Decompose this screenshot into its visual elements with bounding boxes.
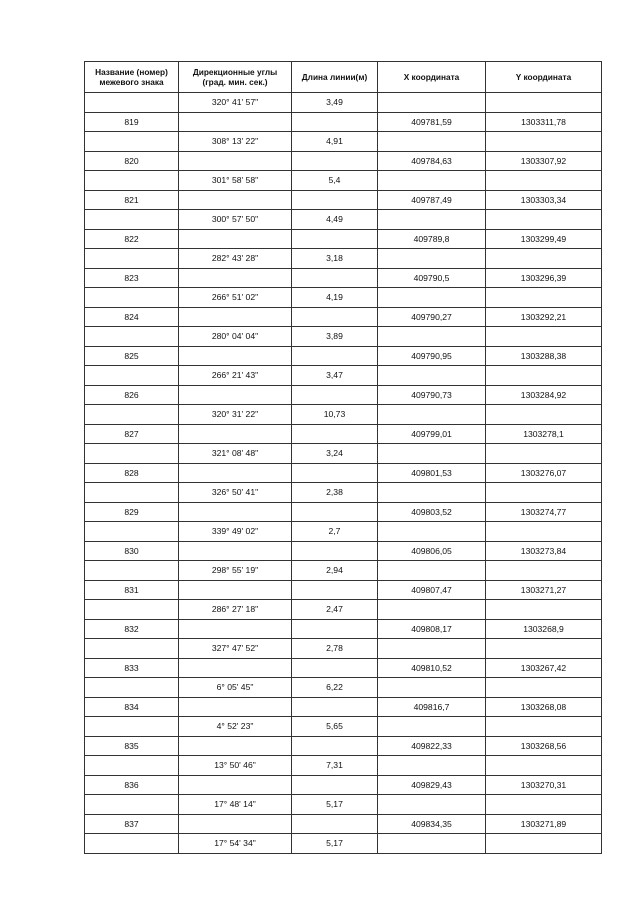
cell-angle: [179, 346, 292, 366]
cell-mark: 822: [85, 229, 179, 249]
cell-mark: [85, 405, 179, 425]
cell-y: 1303307,92: [486, 151, 602, 171]
cell-x: 409816,7: [378, 697, 486, 717]
cell-length: [292, 580, 378, 600]
cell-angle: [179, 658, 292, 678]
table-row: [85, 541, 602, 561]
cell-mark: [85, 444, 179, 464]
cell-mark: [85, 288, 179, 308]
cell-length: 5,17: [292, 834, 378, 854]
cell-y: [486, 756, 602, 776]
cell-mark: [85, 834, 179, 854]
cell-mark: 827: [85, 424, 179, 444]
table-row: [85, 658, 602, 678]
cell-angle: 266° 51' 02": [179, 288, 292, 308]
cell-angle: 326° 50' 41": [179, 483, 292, 503]
cell-mark: 820: [85, 151, 179, 171]
cell-x: 409829,43: [378, 775, 486, 795]
cell-length: [292, 736, 378, 756]
cell-x: [378, 288, 486, 308]
cell-length: [292, 151, 378, 171]
table-row: [85, 405, 602, 425]
cell-y: [486, 483, 602, 503]
cell-mark: [85, 93, 179, 113]
cell-y: [486, 834, 602, 854]
cell-mark: 824: [85, 307, 179, 327]
cell-mark: [85, 600, 179, 620]
cell-y: 1303278,1: [486, 424, 602, 444]
cell-mark: 834: [85, 697, 179, 717]
cell-length: 2,38: [292, 483, 378, 503]
cell-x: [378, 561, 486, 581]
table-row: [85, 717, 602, 737]
cell-mark: 821: [85, 190, 179, 210]
table-row: [85, 639, 602, 659]
cell-x: [378, 483, 486, 503]
cell-angle: [179, 268, 292, 288]
cell-y: [486, 210, 602, 230]
cell-length: 7,31: [292, 756, 378, 776]
cell-x: [378, 93, 486, 113]
cell-mark: 835: [85, 736, 179, 756]
cell-x: [378, 249, 486, 269]
cell-angle: [179, 541, 292, 561]
cell-length: 10,73: [292, 405, 378, 425]
cell-length: 3,24: [292, 444, 378, 464]
cell-length: [292, 424, 378, 444]
cell-length: 3,18: [292, 249, 378, 269]
table-row: [85, 775, 602, 795]
cell-y: 1303268,08: [486, 697, 602, 717]
cell-mark: 831: [85, 580, 179, 600]
cell-length: 3,47: [292, 366, 378, 386]
cell-y: 1303268,9: [486, 619, 602, 639]
cell-angle: 320° 31' 22": [179, 405, 292, 425]
cell-y: [486, 366, 602, 386]
table-row: [85, 697, 602, 717]
cell-length: [292, 619, 378, 639]
cell-length: [292, 775, 378, 795]
cell-mark: [85, 483, 179, 503]
table-row: [85, 483, 602, 503]
cell-x: [378, 366, 486, 386]
table-row: [85, 600, 602, 620]
cell-x: 409784,63: [378, 151, 486, 171]
cell-x: 409810,52: [378, 658, 486, 678]
header-angle: Дирекционные углы (град. мин. сек.): [179, 62, 292, 93]
table-row: [85, 151, 602, 171]
table-row: [85, 112, 602, 132]
cell-mark: [85, 678, 179, 698]
cell-length: [292, 502, 378, 522]
cell-x: [378, 717, 486, 737]
table-row: [85, 385, 602, 405]
table-row: [85, 210, 602, 230]
cell-x: [378, 639, 486, 659]
cell-mark: [85, 327, 179, 347]
cell-x: [378, 132, 486, 152]
cell-length: 3,49: [292, 93, 378, 113]
header-mark: Название (номер) межевого знака: [85, 62, 179, 93]
table-row: [85, 502, 602, 522]
table-row: [85, 580, 602, 600]
cell-mark: [85, 795, 179, 815]
cell-mark: 829: [85, 502, 179, 522]
cell-y: 1303292,21: [486, 307, 602, 327]
cell-length: 4,19: [292, 288, 378, 308]
cell-angle: 301° 58' 58": [179, 171, 292, 191]
table-row: [85, 346, 602, 366]
table-row: [85, 366, 602, 386]
cell-y: [486, 405, 602, 425]
cell-mark: 826: [85, 385, 179, 405]
table-row: [85, 736, 602, 756]
table-row: [85, 327, 602, 347]
cell-x: [378, 834, 486, 854]
cell-angle: [179, 580, 292, 600]
table-row: [85, 561, 602, 581]
cell-mark: 825: [85, 346, 179, 366]
table-row: [85, 814, 602, 834]
cell-length: [292, 697, 378, 717]
cell-length: [292, 229, 378, 249]
cell-y: [486, 327, 602, 347]
cell-mark: [85, 171, 179, 191]
cell-length: [292, 385, 378, 405]
cell-angle: [179, 736, 292, 756]
cell-angle: 17° 54' 34": [179, 834, 292, 854]
cell-mark: 836: [85, 775, 179, 795]
cell-x: [378, 522, 486, 542]
cell-angle: 282° 43' 28": [179, 249, 292, 269]
cell-length: 5,65: [292, 717, 378, 737]
table-row: [85, 229, 602, 249]
cell-length: 2,78: [292, 639, 378, 659]
cell-y: [486, 678, 602, 698]
cell-y: 1303299,49: [486, 229, 602, 249]
cell-mark: [85, 366, 179, 386]
cell-mark: [85, 756, 179, 776]
cell-angle: 298° 55' 19": [179, 561, 292, 581]
cell-angle: [179, 424, 292, 444]
cell-y: [486, 93, 602, 113]
table-row: [85, 678, 602, 698]
coordinates-table: [84, 61, 602, 854]
cell-y: [486, 444, 602, 464]
cell-y: [486, 561, 602, 581]
cell-x: 409807,47: [378, 580, 486, 600]
table-row: [85, 522, 602, 542]
table-row: [85, 756, 602, 776]
table-row: [85, 132, 602, 152]
table-header-row: [85, 62, 602, 93]
cell-angle: 339° 49' 02": [179, 522, 292, 542]
cell-y: 1303296,39: [486, 268, 602, 288]
cell-angle: [179, 229, 292, 249]
cell-y: 1303267,42: [486, 658, 602, 678]
cell-y: 1303284,92: [486, 385, 602, 405]
cell-y: 1303288,38: [486, 346, 602, 366]
cell-angle: 320° 41' 57": [179, 93, 292, 113]
cell-angle: 13° 50' 46": [179, 756, 292, 776]
table-row: [85, 93, 602, 113]
cell-x: [378, 444, 486, 464]
cell-length: [292, 814, 378, 834]
cell-angle: [179, 385, 292, 405]
cell-y: 1303271,89: [486, 814, 602, 834]
cell-mark: 819: [85, 112, 179, 132]
cell-y: [486, 717, 602, 737]
cell-x: [378, 600, 486, 620]
cell-angle: [179, 112, 292, 132]
cell-length: 4,49: [292, 210, 378, 230]
table-row: [85, 424, 602, 444]
cell-y: 1303311,78: [486, 112, 602, 132]
table-row: [85, 171, 602, 191]
cell-x: 409799,01: [378, 424, 486, 444]
cell-length: 5,17: [292, 795, 378, 815]
cell-angle: 327° 47' 52": [179, 639, 292, 659]
cell-y: 1303274,77: [486, 502, 602, 522]
table-row: [85, 444, 602, 464]
cell-angle: 321° 08' 48": [179, 444, 292, 464]
cell-y: [486, 522, 602, 542]
header-x: X координата: [378, 62, 486, 93]
cell-y: [486, 288, 602, 308]
cell-x: 409834,35: [378, 814, 486, 834]
cell-length: [292, 307, 378, 327]
table-row: [85, 307, 602, 327]
cell-angle: [179, 697, 292, 717]
cell-angle: 286° 27' 18": [179, 600, 292, 620]
cell-y: 1303303,34: [486, 190, 602, 210]
cell-angle: [179, 190, 292, 210]
cell-angle: [179, 502, 292, 522]
cell-x: 409781,59: [378, 112, 486, 132]
cell-angle: [179, 775, 292, 795]
cell-mark: [85, 522, 179, 542]
table-body: [85, 93, 602, 854]
cell-angle: 4° 52' 23": [179, 717, 292, 737]
cell-angle: 280° 04' 04": [179, 327, 292, 347]
cell-angle: [179, 619, 292, 639]
cell-angle: 300° 57' 50": [179, 210, 292, 230]
cell-x: 409790,5: [378, 268, 486, 288]
cell-angle: 266° 21' 43": [179, 366, 292, 386]
cell-length: 5,4: [292, 171, 378, 191]
cell-mark: [85, 639, 179, 659]
cell-mark: [85, 561, 179, 581]
table-row: [85, 268, 602, 288]
cell-x: [378, 405, 486, 425]
cell-mark: [85, 132, 179, 152]
cell-x: [378, 327, 486, 347]
cell-y: [486, 171, 602, 191]
table-row: [85, 288, 602, 308]
cell-length: 4,91: [292, 132, 378, 152]
table-row: [85, 463, 602, 483]
cell-y: [486, 795, 602, 815]
cell-angle: 17° 48' 14": [179, 795, 292, 815]
table-row: [85, 619, 602, 639]
cell-x: [378, 795, 486, 815]
cell-angle: 6° 05' 45": [179, 678, 292, 698]
cell-mark: 828: [85, 463, 179, 483]
cell-angle: [179, 307, 292, 327]
table-row: [85, 249, 602, 269]
cell-length: [292, 268, 378, 288]
cell-angle: 308° 13' 22": [179, 132, 292, 152]
cell-angle: [179, 151, 292, 171]
table-row: [85, 795, 602, 815]
cell-length: 6,22: [292, 678, 378, 698]
cell-y: [486, 639, 602, 659]
cell-x: [378, 756, 486, 776]
cell-x: 409789,8: [378, 229, 486, 249]
cell-y: 1303276,07: [486, 463, 602, 483]
table-row: [85, 834, 602, 854]
cell-y: [486, 249, 602, 269]
cell-x: 409801,53: [378, 463, 486, 483]
cell-length: [292, 346, 378, 366]
cell-length: 2,94: [292, 561, 378, 581]
cell-y: [486, 132, 602, 152]
cell-y: [486, 600, 602, 620]
table-row: [85, 190, 602, 210]
cell-y: 1303273,84: [486, 541, 602, 561]
cell-mark: 833: [85, 658, 179, 678]
cell-mark: 837: [85, 814, 179, 834]
cell-x: 409808,17: [378, 619, 486, 639]
cell-length: 3,89: [292, 327, 378, 347]
cell-x: [378, 210, 486, 230]
cell-y: 1303270,31: [486, 775, 602, 795]
cell-length: [292, 541, 378, 561]
cell-x: [378, 171, 486, 191]
header-y: Y координата: [486, 62, 602, 93]
cell-length: [292, 190, 378, 210]
cell-x: 409822,33: [378, 736, 486, 756]
cell-mark: [85, 717, 179, 737]
cell-mark: [85, 249, 179, 269]
cell-length: [292, 658, 378, 678]
cell-mark: 832: [85, 619, 179, 639]
cell-length: [292, 463, 378, 483]
cell-x: 409790,95: [378, 346, 486, 366]
cell-mark: 830: [85, 541, 179, 561]
cell-x: [378, 678, 486, 698]
cell-x: 409790,27: [378, 307, 486, 327]
cell-length: [292, 112, 378, 132]
cell-x: 409790,73: [378, 385, 486, 405]
cell-angle: [179, 814, 292, 834]
cell-y: 1303268,56: [486, 736, 602, 756]
cell-y: 1303271,27: [486, 580, 602, 600]
cell-angle: [179, 463, 292, 483]
cell-mark: 823: [85, 268, 179, 288]
cell-x: 409806,05: [378, 541, 486, 561]
cell-length: 2,47: [292, 600, 378, 620]
cell-x: 409803,52: [378, 502, 486, 522]
cell-x: 409787,49: [378, 190, 486, 210]
cell-mark: [85, 210, 179, 230]
cell-length: 2,7: [292, 522, 378, 542]
header-length: Длина линии(м): [292, 62, 378, 93]
